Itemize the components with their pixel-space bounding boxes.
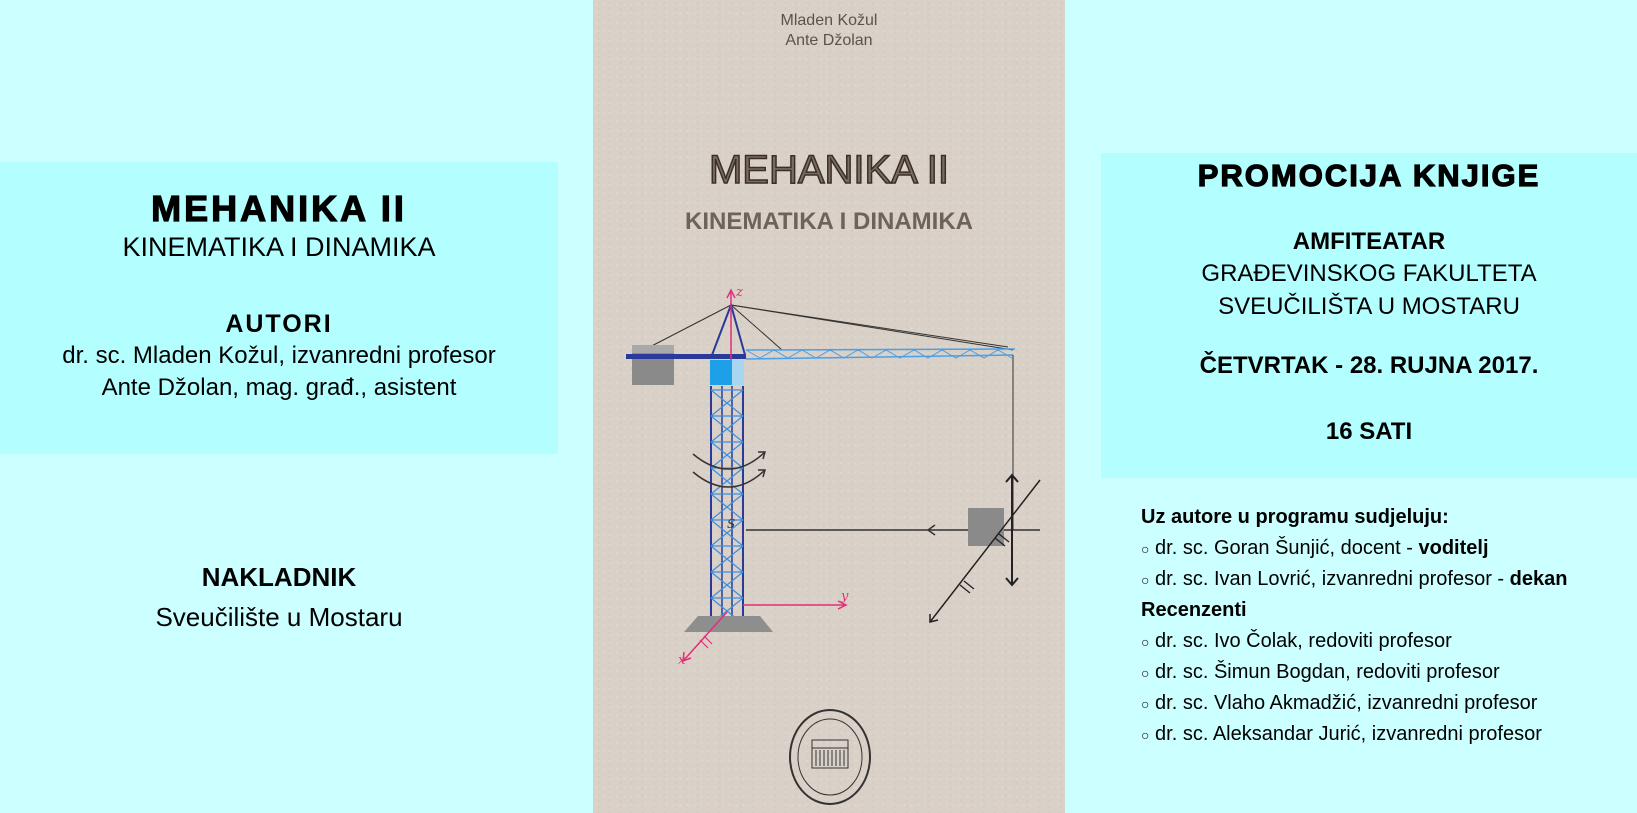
publisher-name: Sveučilište u Mostaru	[155, 602, 403, 632]
reviewer-text: dr. sc. Šimun Bogdan, redoviti profesor	[1155, 661, 1500, 683]
coordinate-axes	[683, 290, 846, 661]
bullet-icon: ○	[1141, 572, 1150, 588]
bullet-icon: ○	[1141, 541, 1150, 557]
list-item	[1141, 688, 1567, 719]
author-line: Ante Džolan, mag. građ., asistent	[101, 374, 457, 401]
list-item	[1141, 626, 1567, 657]
crane-cab	[710, 360, 732, 385]
crane-illustration	[593, 0, 1065, 813]
list-item	[1141, 719, 1567, 750]
authors-heading: AUTORI	[225, 310, 333, 338]
venue-heading: AMFITEATAR	[1292, 228, 1446, 255]
crane-mast	[711, 386, 743, 624]
cover-author: Mladen Kožul	[780, 12, 878, 29]
axis-label-x: x	[678, 653, 686, 668]
event-time: 16 SATI	[1325, 418, 1413, 445]
university-seal-logo	[790, 710, 870, 804]
participant-text: dr. sc. Ivan Lovrić, izvanredni profesor -	[1155, 568, 1510, 590]
list-item	[1141, 657, 1567, 688]
book-subtitle: KINEMATIKA I DINAMIKA	[122, 232, 436, 262]
axis-label-s: S	[727, 517, 736, 531]
crane-cables	[640, 305, 1013, 355]
list-item	[1141, 564, 1567, 595]
bullet-icon: ○	[1141, 727, 1150, 743]
program-intro: Uz autore u programu sudjeluju:	[1141, 506, 1449, 528]
book-info-panel	[0, 162, 558, 454]
participant-role: voditelj	[1418, 537, 1489, 559]
event-date: ČETVRTAK - 28. RUJNA 2017.	[1199, 352, 1539, 379]
bullet-icon: ○	[1141, 634, 1150, 650]
venue-line: SVEUČILIŠTA U MOSTARU	[1218, 293, 1520, 320]
axis-label-y: y	[841, 589, 849, 604]
bullet-icon: ○	[1141, 696, 1150, 712]
reviewer-text: dr. sc. Aleksandar Jurić, izvanredni profesor	[1155, 723, 1542, 745]
cover-author: Ante Džolan	[785, 32, 873, 49]
program-list	[1141, 502, 1567, 750]
crane-jib	[626, 349, 1015, 359]
publisher-heading: NAKLADNIK	[201, 562, 357, 592]
participant-text: dr. sc. Goran Šunjić, docent -	[1155, 537, 1419, 559]
venue-line: GRAĐEVINSKOG FAKULTETA	[1201, 260, 1537, 287]
reviewer-text: dr. sc. Vlaho Akmadžić, izvanredni profesor	[1155, 692, 1538, 714]
event-info-panel	[1101, 153, 1637, 478]
reviewers-heading: Recenzenti	[1141, 599, 1247, 621]
book-cover	[593, 0, 1065, 813]
author-line: dr. sc. Mladen Kožul, izvanredni profesor	[62, 342, 496, 369]
book-title: MEHANIKA II	[151, 188, 407, 229]
event-heading: PROMOCIJA KNJIGE	[1197, 158, 1541, 193]
list-item	[1141, 533, 1567, 564]
reviewer-text: dr. sc. Ivo Čolak, redoviti profesor	[1155, 630, 1452, 652]
axis-label-z: z	[736, 285, 743, 300]
participant-role: dekan	[1509, 568, 1568, 590]
bullet-icon: ○	[1141, 665, 1150, 681]
cover-subtitle: KINEMATIKA I DINAMIKA	[685, 208, 973, 235]
crane-base	[684, 616, 773, 632]
cover-title: MEHANIKA II	[708, 148, 950, 192]
